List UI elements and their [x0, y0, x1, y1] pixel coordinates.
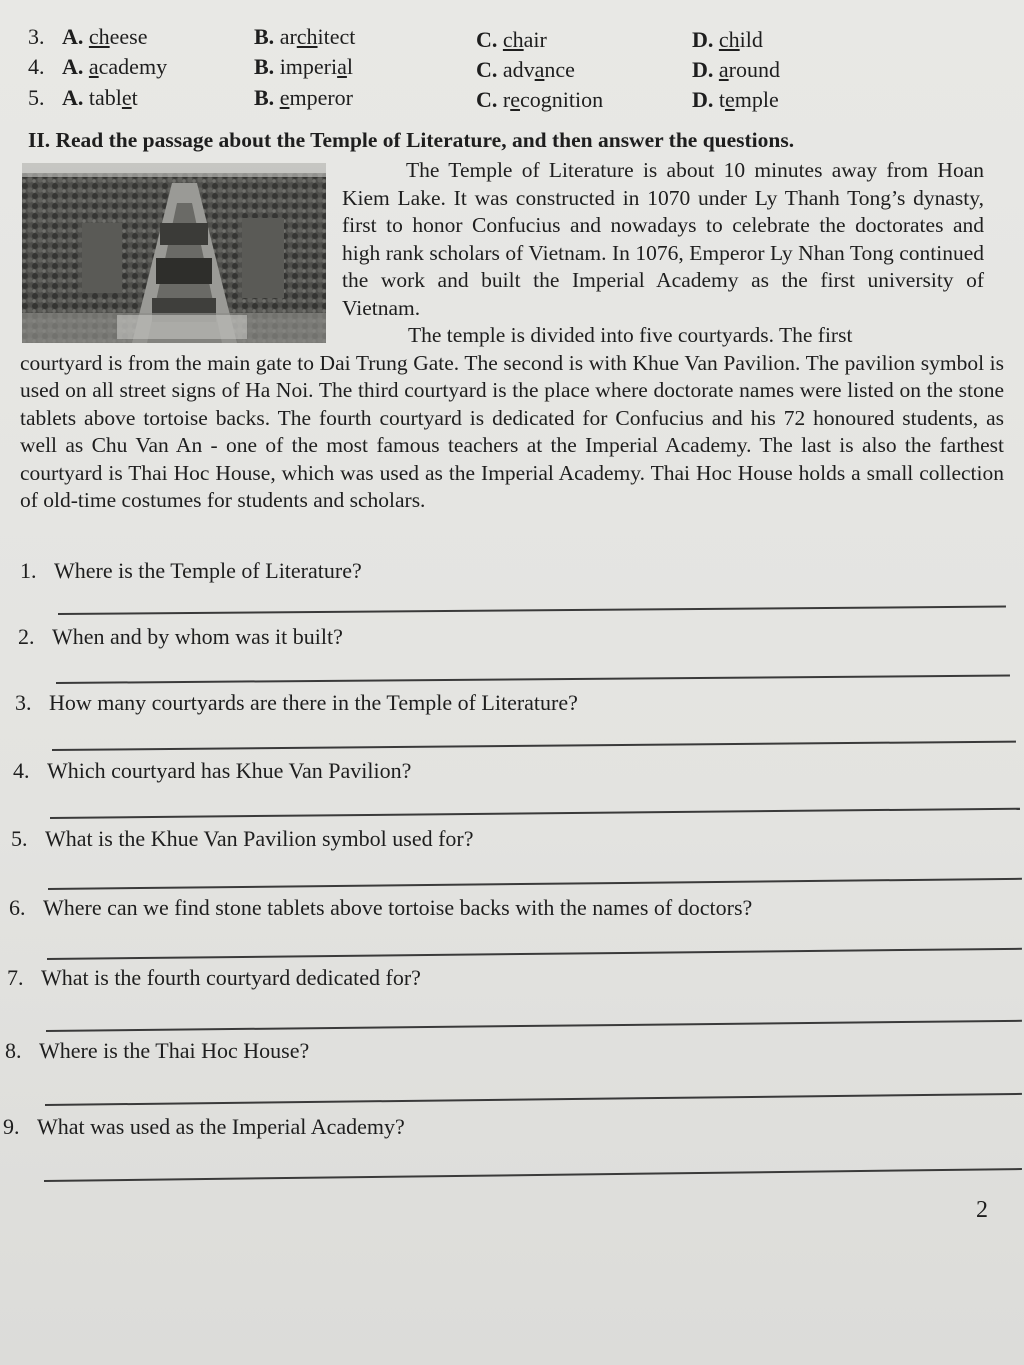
- question-9: 9. What was used as the Imperial Academy?: [3, 1114, 405, 1139]
- vocab-option-a: A. cheese: [62, 24, 148, 49]
- answer-line-9[interactable]: [44, 1168, 1022, 1181]
- question-4: 4. Which courtyard has Khue Van Pavilion?: [13, 758, 412, 783]
- vocab-number: 4.: [28, 54, 45, 79]
- answer-line-7[interactable]: [46, 1020, 1022, 1032]
- vocab-option-d: D. temple: [692, 87, 779, 112]
- answer-line-4[interactable]: [50, 808, 1020, 819]
- vocab-option-a: A. academy: [62, 54, 168, 79]
- question-8: 8. Where is the Thai Hoc House?: [5, 1038, 310, 1063]
- vocab-option-d: D. around: [692, 57, 780, 82]
- vocab-row-5: [28, 85, 808, 113]
- question-1: 1. Where is the Temple of Literature?: [20, 558, 362, 583]
- vocab-row-4: [28, 54, 808, 82]
- vocab-option-d: D. child: [692, 27, 763, 52]
- temple-aerial-photo: [22, 163, 326, 343]
- vocab-option-b: B. emperor: [254, 85, 353, 110]
- answer-line-1[interactable]: [58, 606, 1006, 615]
- vocab-option-c: C. recognition: [476, 87, 604, 112]
- answer-line-8[interactable]: [45, 1093, 1022, 1106]
- passage-paragraph-2-first-line: The temple is divided into five courtyards. The first: [408, 323, 853, 347]
- vocab-option-c: C. chair: [476, 27, 547, 52]
- temple-photo-drawing: [22, 163, 326, 343]
- section-title: II. Read the passage about the Temple of Literature, and then answer the questions.: [28, 128, 795, 152]
- vocab-option-b: B. architect: [254, 24, 356, 49]
- answer-line-6[interactable]: [47, 948, 1022, 960]
- vocab-row-3: [28, 24, 808, 52]
- vocab-option-b: B. imperial: [254, 54, 354, 79]
- answer-line-2[interactable]: [56, 675, 1010, 684]
- question-7: 7. What is the fourth courtyard dedicated for?: [7, 965, 421, 990]
- answer-line-3[interactable]: [52, 741, 1016, 751]
- question-6: 6. Where can we find stone tablets above tortoise backs with the names of doctors?: [9, 895, 753, 920]
- passage-paragraph-2-body: courtyard is from the main gate to Dai Trung Gate. The second is with Khue Van Pavilion. The pavilion symbol is used on all street signs of Ha Noi. The third courtyard is the place where doctorate names were listed on the stone tablets above tortoise backs. The fourth courtyard is dedicated for Confucius and his 72 honoured students, as well as Chu Van An - one of the most famous teachers at the Imperial Academy. The last is also the farthest courtyard is Thai Hoc House, which was used as the Imperial Academy. Thai Hoc House holds a small collection of old-time costumes for students and scholars.: [20, 350, 1004, 512]
- question-3: 3. How many courtyards are there in the Temple of Literature?: [15, 690, 578, 715]
- vocab-number: 5.: [28, 85, 45, 110]
- vocab-number: 3.: [28, 24, 45, 49]
- question-2: 2. When and by whom was it built?: [18, 624, 343, 649]
- page-number: 2: [976, 1197, 988, 1223]
- passage-paragraph-2: [20, 322, 1004, 515]
- passage-paragraph-1: The Temple of Literature is about 10 minutes away from Hoan Kiem Lake. It was constructed in 1070 under Ly Thanh Tong’s dynasty, first to honor Confucius and nowadays to celebrate the doctorates and high rank scholars of Vietnam. In 1076, Emperor Ly Nhan Tong continued the work and built the Imperial Academy as the first university of Vietnam.: [342, 158, 984, 320]
- answer-line-5[interactable]: [48, 878, 1022, 890]
- vocab-option-a: A. tablet: [62, 85, 138, 110]
- vocab-option-c: C. advance: [476, 57, 575, 82]
- question-5: 5. What is the Khue Van Pavilion symbol used for?: [11, 826, 474, 851]
